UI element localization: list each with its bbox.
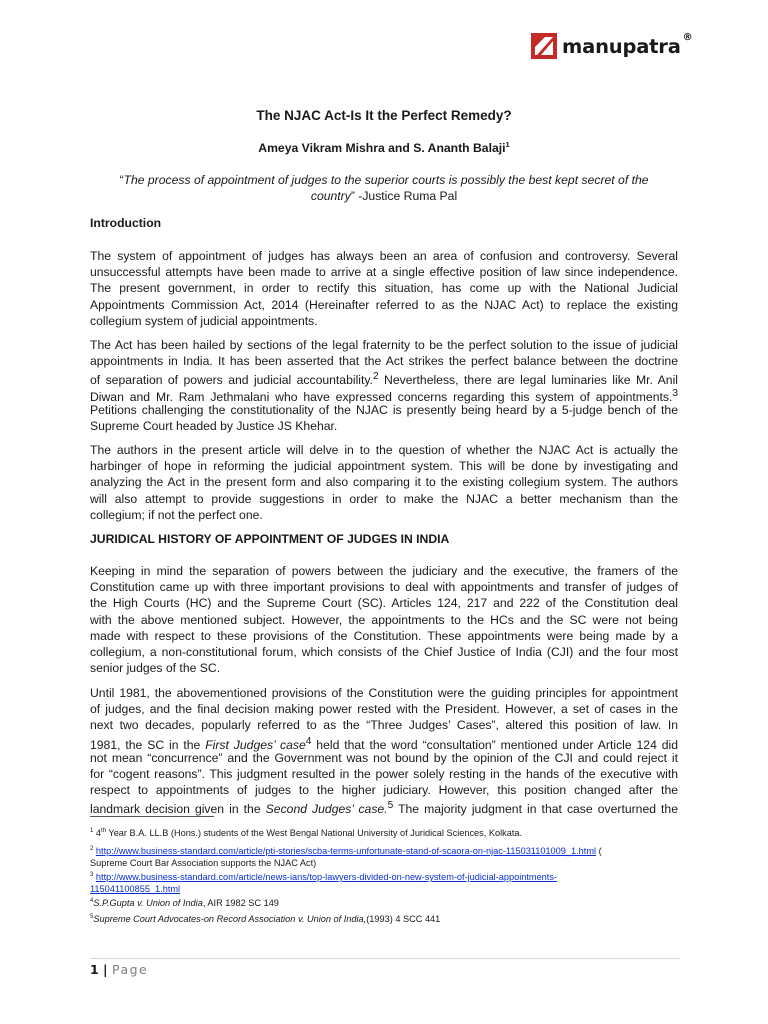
footnote-5 (90, 912, 690, 926)
footnote-1 (90, 826, 690, 840)
epigraph-quote (95, 173, 673, 204)
heading-introduction: Introduction (90, 216, 162, 230)
case-name-second-judges: Second Judges’ case. (265, 802, 388, 817)
footnote-link-continued[interactable]: 115041100855_1.html (90, 883, 181, 894)
text-line: collegium system of judicial appointments. (90, 313, 318, 328)
registered-mark: ® (682, 31, 693, 43)
footnote-text: ( (596, 846, 602, 857)
page-number: 1 (90, 962, 99, 977)
text-line: The Act has been hailed by sections of the legal fraternity to be the perfect solution to the issue of judicial (90, 338, 678, 352)
paragraph-4 (90, 563, 678, 676)
text-span: 1981, the SC in the (90, 737, 206, 752)
text-line (90, 369, 678, 388)
footnote-case-name: S.P.Gupta v. Union of India (93, 898, 203, 909)
text-line: Appointments Commission Act, 2014 (Hereinafter referred to as the NJAC Act) to replace the existing (90, 297, 678, 312)
brand-name: manupatra (562, 34, 681, 58)
text-line: The authors in the present article will delve in to the question of whether the NJAC Act is actually the (90, 443, 678, 457)
text-line: The system of appointment of judges has always been an area of confusion and controversy. Several (90, 249, 678, 263)
case-name-first-judges: First Judges’ case (205, 737, 306, 752)
paragraph-5 (90, 685, 678, 815)
text-line (90, 798, 678, 817)
text-line: Until 1981, the abovementioned provisions of the Constitution were the guiding principles for appointment (90, 686, 678, 700)
text-line: appointments in India. It has been asserted that the Act strikes the perfect balance between the doctrine (90, 354, 678, 369)
text-line: not mean “concurrence” and the Government was not bound by the opinion of the CJI and could reject it (90, 750, 678, 765)
text-line: of judges, and the final decision making power rested with the President. However, a set of cases in the (90, 702, 678, 717)
text-span: of separation of powers and judicial accountability. (90, 373, 373, 388)
footnote-ref-4: 4 (305, 735, 312, 747)
footnote-4 (90, 896, 690, 910)
quote-line-1: The process of appointment of judges to the superior courts is possibly the best kept secret of the (123, 173, 649, 187)
footnote-number: 3 (90, 872, 94, 878)
page-word: Page (111, 962, 149, 977)
text-line: Keeping in mind the separation of powers between the judiciary and the executive, the framers of the (90, 564, 678, 578)
footnote-case-name: Supreme Court Advocates-on Record Association v. Union of India, (93, 914, 367, 925)
paragraph-3 (90, 442, 678, 523)
text-line: The present government, in order to rectify this situation, has come up with the National Judicial (90, 281, 678, 296)
authors-line (0, 140, 768, 155)
text-span: Diwan and Mr. Ram Jethmalani who have expressed concerns regarding this system of appointments. (90, 389, 673, 404)
paragraph-2 (90, 337, 678, 434)
page-footer-divider (90, 958, 680, 959)
text-line (90, 386, 678, 402)
footnote-text: Supreme Court Bar Association supports the NJAC Act) (90, 857, 317, 868)
page-number-footer (90, 962, 148, 977)
text-line: respect to appointments of judges to the higher judiciary. However, this position changed after the (90, 783, 678, 798)
footnote-ref-2: 2 (372, 371, 379, 383)
footnote-3 (90, 870, 690, 895)
text-line: collegium, a non-constitutional forum, which consists of the Chief Justice of India (CJI) and the four most (90, 644, 678, 659)
text-span: held that the word “consultation” mentioned under Article 124 did (311, 737, 679, 752)
text-line: senior judges of the SC. (90, 661, 221, 676)
footnote-number: 1 (90, 828, 94, 834)
text-line: Constitution came up with three important provisions to deal with appointments and transfer of judges of (90, 580, 678, 595)
footnote-number: 2 (90, 846, 94, 852)
text-span: landmark decision given in the (90, 802, 266, 817)
text-line: Petitions challenging the constitutionality of the NJAC is presently being heard by a 5-judge bench of the (90, 402, 678, 417)
text-line: with the above mentioned subject. However, the appointments to the HCs and the SC were not being (90, 612, 678, 627)
footnote-text: Year B.A. LL.B (Hons.) students of the West Bengal National University of Juridical Sciences, Kolkata. (106, 828, 523, 839)
heading-juridical-history: JURIDICAL HISTORY OF APPOINTMENT OF JUDGES IN INDIA (90, 532, 450, 546)
text-line: collegium; if not the perfect one. (90, 507, 263, 522)
footnote-link[interactable]: http://www.business-standard.com/article/pti-stories/scba-terms-unfortunate-stand-of-scaora-on-njac-115031101009_1.html (95, 846, 597, 857)
text-line: unsuccessful attempts have been made to arrive at a single effective position of law since independence. (90, 265, 678, 280)
footnote-text: , AIR 1982 SC 149 (202, 898, 279, 909)
footnote-divider (90, 816, 214, 817)
text-line: for “cogent reasons”. This judgment resulted in the power solely resting in the hands of the executive with (90, 766, 678, 781)
footnote-ref-3: 3 (672, 387, 678, 399)
text-line: next two decades, popularly referred to as the “Three Judges’ Cases”, altered this position of law. In (90, 718, 678, 733)
quote-open-mark: “ (119, 173, 124, 187)
footnote-number: 5 (90, 914, 94, 920)
quote-attribution: -Justice Ruma Pal (354, 188, 458, 203)
text-span: The majority judgment in that case overturned the (393, 802, 678, 817)
footnote-number: 4 (90, 898, 94, 904)
text-span: Nevertheless, there are legal luminaries like Mr. Anil (378, 373, 678, 388)
text-line: made with respect to these provisions of the Constitution. These appointments were being made by a (90, 628, 678, 643)
page-separator: | (98, 962, 112, 977)
footnote-text: 4 (93, 828, 102, 839)
quote-close-mark: ” (350, 188, 355, 203)
text-line: will also attempt to provide suggestions in order to make the NJAC a better mechanism than the (90, 491, 678, 506)
paragraph-1 (90, 248, 678, 329)
footnote-text: (1993) 4 SCC 441 (366, 914, 441, 925)
footnote-ref-1: 1 (505, 140, 510, 149)
text-line: harbinger of hope in reforming the judicial appointment system. This will be done by investigating and (90, 459, 678, 474)
text-line: the High Courts (HC) and the Supreme Court (SC). Articles 124, 217 and 222 of the Constitution deal (90, 596, 678, 611)
text-line (90, 734, 678, 750)
manupatra-logo-mark-icon (529, 31, 559, 61)
manupatra-logo (529, 30, 693, 62)
footnote-ref-5: 5 (387, 800, 394, 812)
footnote-link[interactable]: http://www.business-standard.com/article/news-ians/top-lawyers-divided-on-new-system-of-judicial-appointments- (95, 872, 557, 883)
footnote-ordinal: th (101, 828, 107, 834)
text-line: analyzing the Act in the present form and also comparing it to the existing collegium system. The authors (90, 475, 678, 490)
article-title: The NJAC Act-Is It the Perfect Remedy? (256, 108, 512, 123)
footnote-2 (90, 844, 690, 869)
author-names: Ameya Vikram Mishra and S. Ananth Balaji (258, 141, 506, 156)
text-line: Supreme Court headed by Justice JS Khehar. (90, 418, 338, 433)
quote-line-2: country (310, 188, 351, 203)
